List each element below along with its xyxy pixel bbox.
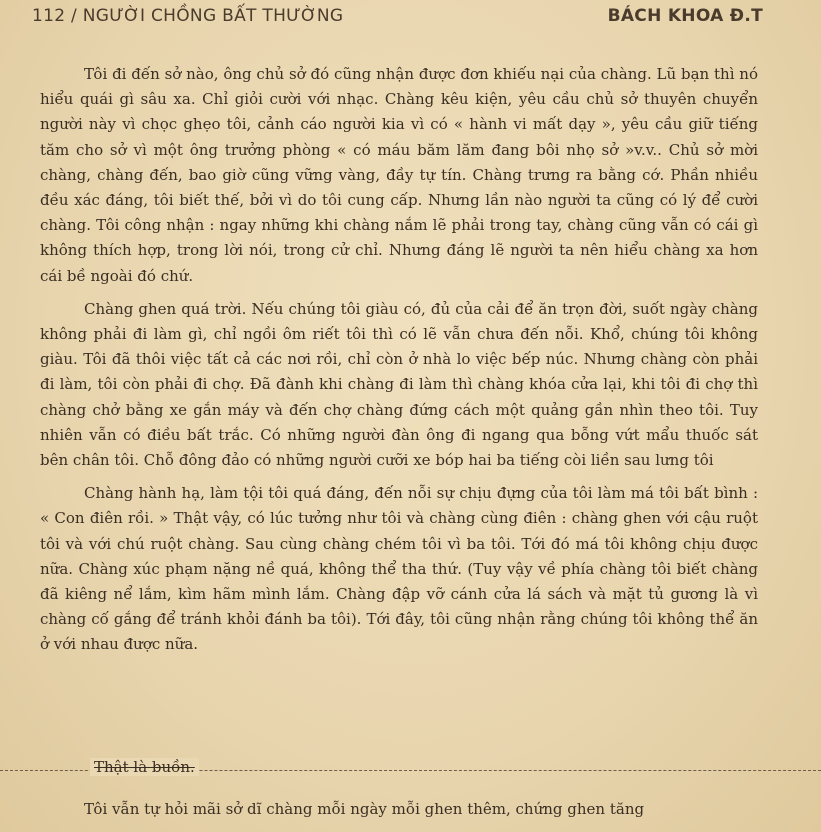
running-header: [32, 6, 763, 26]
article-body: [40, 62, 758, 666]
magazine-name: BÁCH KHOA Đ.T: [607, 6, 763, 26]
page-title: 112 / NGƯỜI CHỒNG BẤT THƯỜNG: [32, 6, 344, 26]
paragraph-3: Chàng hành hạ, làm tội tôi quá đáng, đến nỗi sự chịu đựng của tôi làm má tôi bất bình : « Con điên rồi. » Thật vậy, có lúc tưởng như tôi và chàng cùng điên : chàng ghen với cậu ruột tôi và với chú ruột chàng. Sau cùng chàng chém tôi vì ba tôi. Tới đó má tôi không chịu được nữa. Chàng xúc phạm nặng nề quá, không thể tha thứ. (Tuy vậy về phía chàng tôi biết chàng đã kiêng nể lắm, kìm hãm mình lắm. Chàng đập vỡ cánh cửa lá sách và mặt tủ gương là vì chàng cố gắng để tránh khỏi đánh ba tôi). Tới đây, tôi cũng nhận rằng chúng tôi không thể ăn ở với nhau được nữa.: [40, 484, 758, 654]
section-subheading: Thật là buồn.: [90, 758, 199, 776]
paragraph-1: Tôi đi đến sở nào, ông chủ sở đó cũng nhận được đơn khiếu nại của chàng. Lũ bạn thì nó hiểu quái gì sâu xa. Chỉ giỏi cười với nhạc. Chàng kêu kiện, yêu cầu chủ sở thuyên chuyển người này vì chọc ghẹo tôi, cảnh cáo người kia vì có « hành vi mất dạy », yêu cầu giữ tiếng tăm cho sở vì một ông trưởng phòng « có máu băm lăm đang bôi nhọ sở »v.v.. Chủ sở mời chàng, chàng đến, bao giờ cũng vững vàng, đầy tự tín. Chàng trưng ra bằng cớ. Phần nhiều đều xác đáng, tôi biết thế, bởi vì do tôi cung cấp. Nhưng lần nào người ta cũng có lý để cười chàng. Tôi công nhận : ngay những khi chàng nắm lẽ phải trong tay, chàng cũng vẫn có cái gì không thích hợp, trong lời nói, trong cử chỉ. Nhưng đáng lẽ người ta nên hiểu chàng xa hơn cái bề ngoài đó chứ.: [40, 65, 758, 285]
paragraph-4: Tôi vẫn tự hỏi mãi sở dĩ chàng mỗi ngày mỗi ghen thêm, chứng ghen tăng: [84, 800, 645, 818]
paragraph-2: Chàng ghen quá trời. Nếu chúng tôi giàu có, đủ của cải để ăn trọn đời, suốt ngày chàng không phải đi làm gì, chỉ ngồi ôm riết tôi thì có lẽ vẫn chưa đến nỗi. Khổ, chúng tôi không giàu. Tôi đã thôi việc tất cả các nơi rồi, chỉ còn ở nhà lo việc bếp núc. Nhưng chàng còn phải đi làm, tôi còn phải đi chợ. Đã đành khi chàng đi làm thì chàng khóa cửa lại, khi tôi đi chợ thì chàng chở bằng xe gắn máy và đến chợ chàng đứng cách một quảng gần nhìn theo tôi. Tuy nhiên vẫn có điều bất trắc. Có những người đàn ông đi ngang qua bỗng vứt mẩu thuốc sát bên chân tôi. Chỗ đông đảo có những người cưỡi xe bóp hai ba tiếng còi liền sau lưng tôi: [40, 299, 758, 470]
